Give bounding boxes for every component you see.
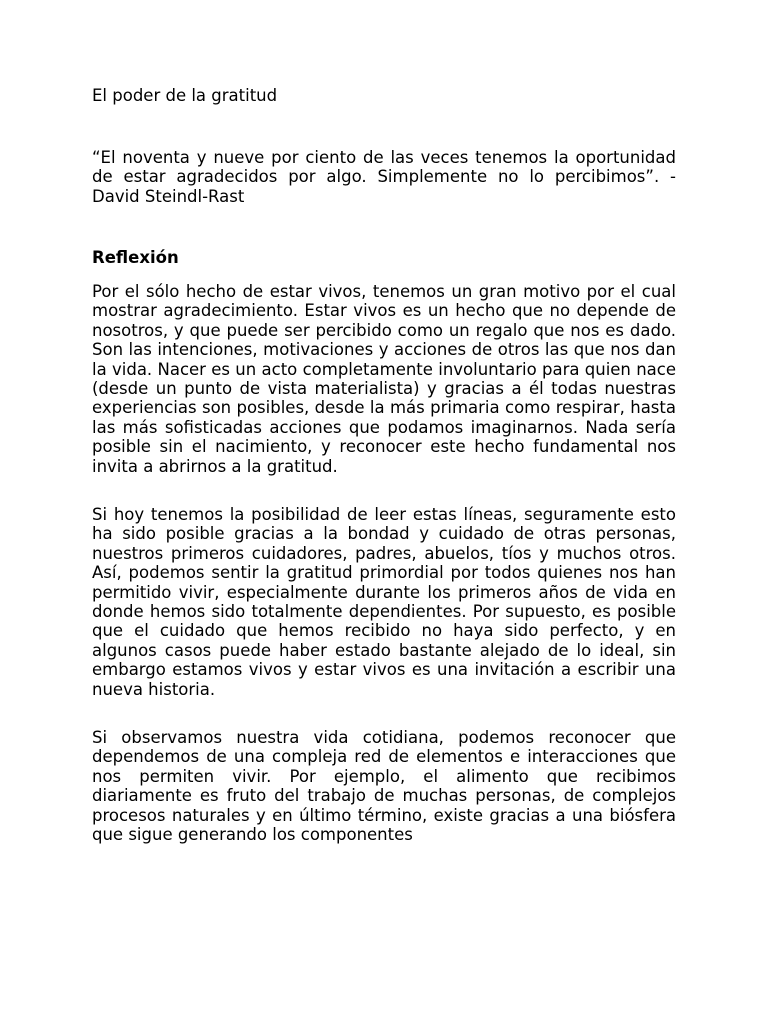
document-title: El poder de la gratitud: [92, 86, 278, 105]
body-paragraph: Si observamos nuestra vida cotidiana, podemos reconocer que dependemos de una compleja red de elementos e interacciones que nos permiten vivir. Por ejemplo, el alimento que recibimos diariamente es fruto del trabajo de muchas personas, de complejos procesos naturales y en último término, existe gracias a una biósfera que sigue generando los componentes: [92, 728, 676, 845]
document-page: [92, 86, 676, 844]
body-paragraph: Por el sólo hecho de estar vivos, tenemos un gran motivo por el cual mostrar agradecimiento. Estar vivos es un hecho que no depende de nosotros, y que puede ser percibido como un regalo que nos es dado. Son las intenciones, motivaciones y acciones de otros las que nos dan la vida. Nacer es un acto completamente involuntario para quien nace (desde un punto de vista materialista) y gracias a él todas nuestras experiencias son posibles, desde la más primaria como respirar, hasta las más sofisticadas acciones que podamos imaginarnos. Nada sería posible sin el nacimiento, y reconocer este hecho fundamental nos invita a abrirnos a la gratitud.: [92, 281, 676, 476]
section-heading-reflexion: Reflexión: [92, 247, 179, 267]
body-paragraph: Si hoy tenemos la posibilidad de leer estas líneas, seguramente esto ha sido posible gracias a la bondad y cuidado de otras personas, nuestros primeros cuidadores, padres, abuelos, tíos y muchos otros. Así, podemos sentir la gratitud primordial por todos quienes nos han permitido vivir, especialmente durante los primeros años de vida en donde hemos sido totalmente dependientes. Por supuesto, es posible que el cuidado que hemos recibido no haya sido perfecto, y en algunos casos puede haber estado bastante alejado de lo ideal, sin embargo estamos vivos y estar vivos es una invitación a escribir una nueva historia.: [92, 504, 676, 699]
opening-quote: “El noventa y nueve por ciento de las veces tenemos la oportunidad de estar agradecidos por algo. Simplemente no lo percibimos”. - David Steindl-Rast: [92, 148, 676, 206]
